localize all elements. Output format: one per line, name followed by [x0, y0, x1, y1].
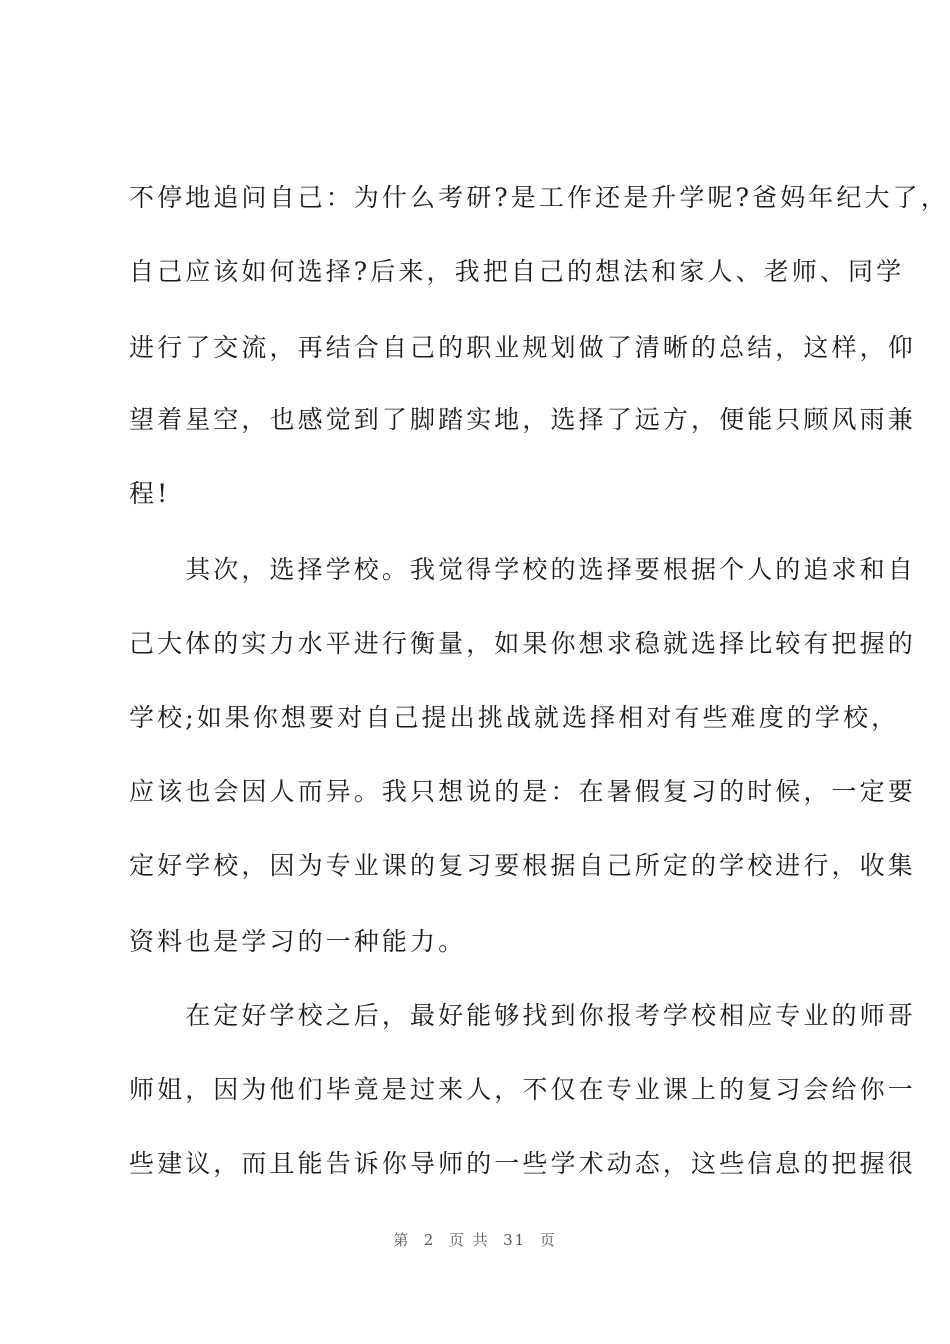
page-number-footer: 第 2 页 共 31 页	[393, 1231, 557, 1249]
text-line: 些建议，而且能告诉你导师的一些学术动态，这些信息的把握很	[129, 1149, 916, 1178]
text-line: 定好学校，因为专业课的复习要根据自己所定的学校进行，收集	[129, 851, 916, 880]
text-line: 己大体的实力水平进行衡量，如果你想求稳就选择比较有把握的	[129, 629, 916, 658]
text-line: 程!	[129, 479, 171, 508]
text-line: 在定好学校之后，最好能够找到你报考学校相应专业的师哥	[129, 1001, 916, 1030]
text-line: 其次，选择学校。我觉得学校的选择要根据个人的追求和自	[129, 555, 916, 584]
text-line: 进行了交流，再结合自己的职业规划做了清晰的总结，这样，仰	[129, 333, 916, 362]
text-line: 学校;如果你想要对自己提出挑战就选择相对有些难度的学校，	[129, 703, 900, 732]
text-line: 不停地追问自己：为什么考研?是工作还是升学呢?爸妈年纪大了，	[129, 183, 949, 212]
text-line: 应该也会因人而异。我只想说的是：在暑假复习的时候，一定要	[129, 777, 916, 806]
text-line: 资料也是学习的一种能力。	[129, 927, 467, 956]
text-line: 望着星空，也感觉到了脚踏实地，选择了远方，便能只顾风雨兼	[129, 405, 916, 434]
text-line: 师姐，因为他们毕竟是过来人，不仅在专业课上的复习会给你一	[129, 1075, 916, 1104]
text-line: 自己应该如何选择?后来，我把自己的想法和家人、老师、同学	[129, 257, 905, 286]
